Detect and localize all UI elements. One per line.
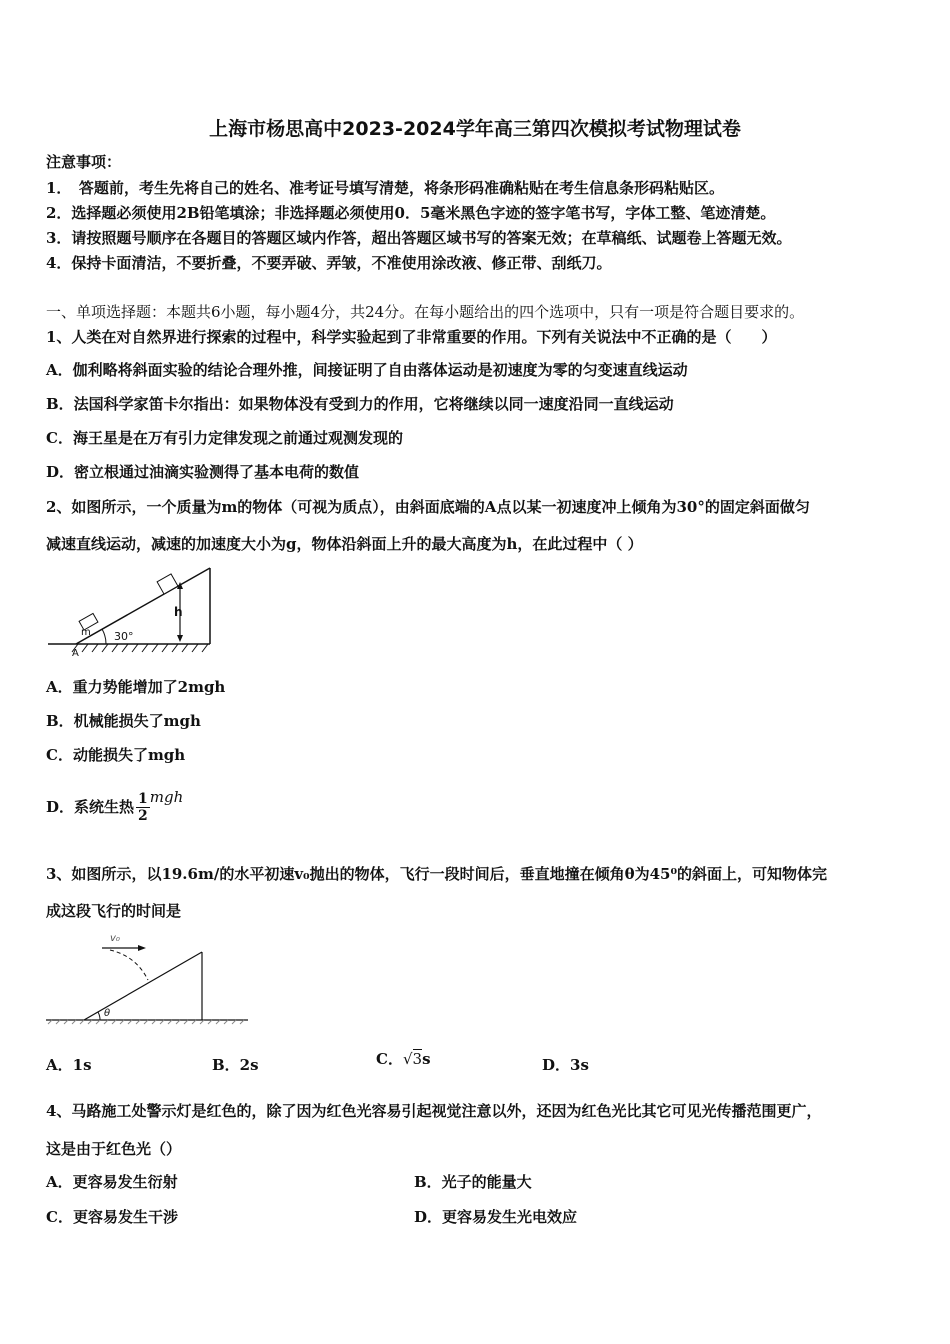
question-2-option-b: B．机械能损失了mgh <box>46 712 201 730</box>
question-2-option-c: C．动能损失了mgh <box>46 746 186 764</box>
fraction <box>136 791 150 824</box>
point-a-label: A <box>72 648 79 658</box>
question-3-option-b: B．2s <box>212 1056 259 1074</box>
question-2-option-d <box>46 788 183 825</box>
question-4-option-b: B．光子的能量大 <box>414 1173 532 1191</box>
question-2-option-a: A．重力势能增加了2mgh <box>46 678 226 696</box>
question-1-option-b: B．法国科学家笛卡尔指出：如果物体没有受到力的作用，它将继续以同一速度沿同一直线运动 <box>46 395 674 413</box>
question-2-stem: 2、如图所示，一个质量为m的物体（可视为质点），由斜面底端的A点以某一初速度冲上倾角为30°的固定斜面做匀 <box>46 498 810 516</box>
question-3-option-d: D．3s <box>542 1056 589 1074</box>
question-2-stem: 减速直线运动，减速的加速度大小为g，物体沿斜面上升的最大高度为h，在此过程中（ ） <box>46 535 643 553</box>
option-c-unit: s <box>422 1050 431 1068</box>
option-c-prefix: C． <box>376 1050 403 1068</box>
notice-item: 2．选择题必须使用2B铅笔填涂；非选择题必须使用0．5毫米黑色字迹的签字笔书写，字体工整、笔迹清楚。 <box>46 204 776 222</box>
velocity-label: v₀ <box>110 933 120 944</box>
page-title: 上海市杨思高中2023-2024学年高三第四次模拟考试物理试卷 <box>209 118 741 140</box>
question-4-stem: 这是由于红色光（） <box>46 1140 182 1158</box>
question-4-option-a: A．更容易发生衍射 <box>46 1173 178 1191</box>
notice-item: 4．保持卡面清洁，不要折叠，不要弄破、弄皱，不准使用涂改液、修正带、刮纸刀。 <box>46 254 612 272</box>
question-3-stem: 3、如图所示，以19.6m/的水平初速v₀抛出的物体，飞行一段时间后，垂直地撞在倾角θ为45⁰的斜面上，可知物体完 <box>46 865 828 883</box>
mass-label: m <box>81 627 91 638</box>
question-3-option-a: A．1s <box>46 1056 92 1074</box>
angle-label: 30° <box>114 630 134 643</box>
fraction-numerator: 1 <box>138 790 148 807</box>
question-3-stem: 成这段飞行的时间是 <box>46 902 182 920</box>
notice-item: 1． 答题前，考生先将自己的姓名、准考证号填写清楚，将条形码准确粘贴在考生信息条形码粘贴区。 <box>46 179 724 197</box>
theta-label: θ <box>104 1008 111 1019</box>
height-label: h <box>174 605 183 619</box>
question-1-stem: 1、人类在对自然界进行探索的过程中，科学实验起到了非常重要的作用。下列有关说法中不正确的是（ ） <box>46 328 777 346</box>
sqrt-sign: √ <box>402 1050 413 1068</box>
sqrt-expression <box>403 1049 422 1068</box>
incline-figure <box>44 562 216 658</box>
question-1-option-c: C．海王星是在万有引力定律发现之前通过观测发现的 <box>46 429 403 447</box>
fraction-denominator: 2 <box>138 807 148 824</box>
option-d-expression: mgh <box>149 788 184 806</box>
notice-heading: 注意事项： <box>46 153 122 171</box>
option-d-prefix: D．系统生热 <box>46 798 135 816</box>
notice-item: 3．请按照题号顺序在各题目的答题区域内作答，超出答题区域书写的答案无效；在草稿纸、试题卷上答题无效。 <box>46 229 792 247</box>
question-4-option-c: C．更容易发生干涉 <box>46 1208 178 1226</box>
question-1-option-a: A．伽利略将斜面实验的结论合理外推，间接证明了自由落体运动是初速度为零的匀变速直线运动 <box>46 361 688 379</box>
question-3-option-c <box>376 1043 431 1075</box>
question-4-stem: 4、马路施工处警示灯是红色的，除了因为红色光容易引起视觉注意以外，还因为红色光比其它可见光传播范围更广， <box>46 1102 822 1120</box>
section-heading: 一、单项选择题：本题共6小题，每小题4分，共24分。在每小题给出的四个选项中，只有一项是符合题目要求的。 <box>46 303 805 321</box>
projectile-figure <box>44 928 250 1028</box>
question-4-option-d: D．更容易发生光电效应 <box>414 1208 578 1226</box>
sqrt-radicand: 3 <box>412 1050 423 1068</box>
question-1-option-d: D．密立根通过油滴实验测得了基本电荷的数值 <box>46 463 360 481</box>
